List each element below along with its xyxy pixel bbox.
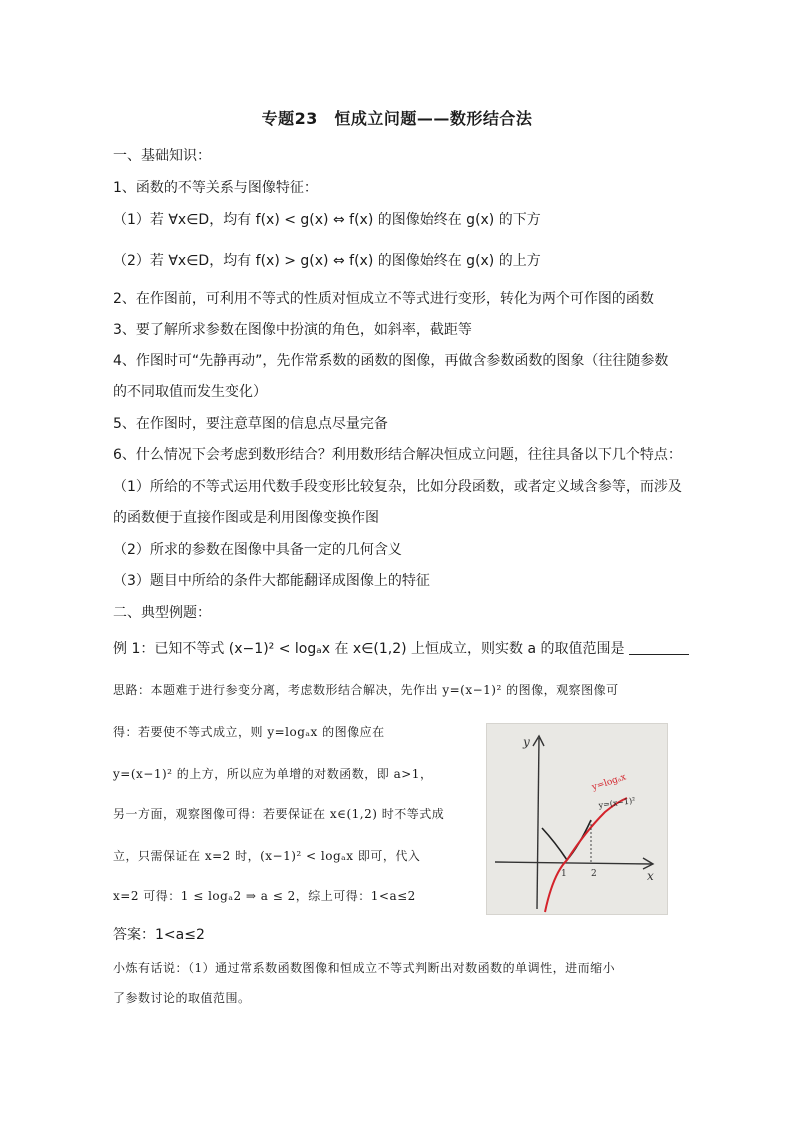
tick-label-one: 1 [561, 869, 567, 879]
solution-line: 另一方面，观察图像可得：若要保证在 x∈(1,2) 时不等式成 [113, 807, 445, 821]
solution-line: 得：若要使不等式成立，则 y=logₐx 的图像应在 [113, 725, 385, 739]
log-curve-label: y=logₐx [590, 772, 628, 793]
text-line: 5、在作图时，要注意草图的信息点尽量完备 [113, 416, 388, 432]
text-line: 的函数便于直接作图或是利用图像变换作图 [113, 510, 379, 526]
answer-blank [629, 640, 689, 655]
text-line: 4、作图时可“先静再动”，先作常系数的函数的图像，再做含参数函数的图象（往往随参数 [113, 353, 669, 369]
tick-label-two: 2 [591, 869, 597, 879]
parabola-label: y=(x−1)² [598, 795, 636, 810]
summary-line: 了参数讨论的取值范围。 [113, 991, 251, 1005]
text-line: （2）所求的参数在图像中具备一定的几何含义 [113, 542, 402, 558]
sketch-graph [487, 724, 667, 914]
text-line: 2、在作图前，可利用不等式的性质对恒成立不等式进行变形，转化为两个可作图的函数 [113, 291, 654, 307]
summary-line: 小炼有话说：（1）通过常系数函数图像和恒成立不等式判断出对数函数的单调性，进而缩小 [113, 961, 616, 975]
section-heading-examples: 二、典型例题： [113, 605, 211, 621]
log-curve [545, 798, 627, 912]
solution-line: 思路：本题难于进行参变分离，考虑数形结合解决，先作出 y=(x−1)² 的图像，观察图像可 [113, 683, 619, 697]
solution-line: 立，只需保证在 x=2 时，(x−1)² < logₐx 即可，代入 [113, 849, 421, 863]
x-axis [495, 862, 652, 864]
text-line: 6、什么情况下会考虑到数形结合？利用数形结合解决恒成立问题，往往具备以下几个特点： [113, 447, 682, 463]
section-heading-basics: 一、基础知识： [113, 148, 211, 164]
example-question [113, 639, 689, 659]
y-axis [537, 738, 539, 909]
text-line: （1）若 ∀x∈D，均有 f(x) < g(x) ⇔ f(x) 的图像始终在 g(x) 的下方 [113, 212, 541, 228]
example-question-text: 例 1：已知不等式 (x−1)² < logₐx 在 x∈(1,2) 上恒成立，则实数 a 的取值范围是 [113, 641, 625, 657]
y-axis-label: y [523, 735, 530, 749]
page-title: 专题23 恒成立问题——数形结合法 [261, 109, 533, 128]
answer-line: 答案：1<a≤2 [113, 927, 205, 943]
text-line: 1、函数的不等关系与图像特征： [113, 180, 318, 196]
solution-line: x=2 可得：1 ≤ logₐ2 ⇒ a ≤ 2，综上可得：1<a≤2 [113, 889, 416, 903]
text-line: （2）若 ∀x∈D，均有 f(x) > g(x) ⇔ f(x) 的图像始终在 g(x) 的上方 [113, 253, 541, 269]
x-axis-label: x [647, 869, 654, 883]
parabola-curve [542, 820, 591, 860]
handwritten-sketch-photo [486, 723, 668, 915]
text-line: （1）所给的不等式运用代数手段变形比较复杂，比如分段函数，或者定义域含参等，而涉及 [113, 479, 682, 495]
text-line: 的不同取值而发生变化） [113, 384, 267, 400]
text-line: （3）题目中所给的条件大都能翻译成图像上的特征 [113, 573, 430, 589]
text-line: 3、要了解所求参数在图像中扮演的角色，如斜率，截距等 [113, 322, 472, 338]
solution-line: y=(x−1)² 的上方，所以应为单增的对数函数，即 a>1， [113, 767, 433, 781]
